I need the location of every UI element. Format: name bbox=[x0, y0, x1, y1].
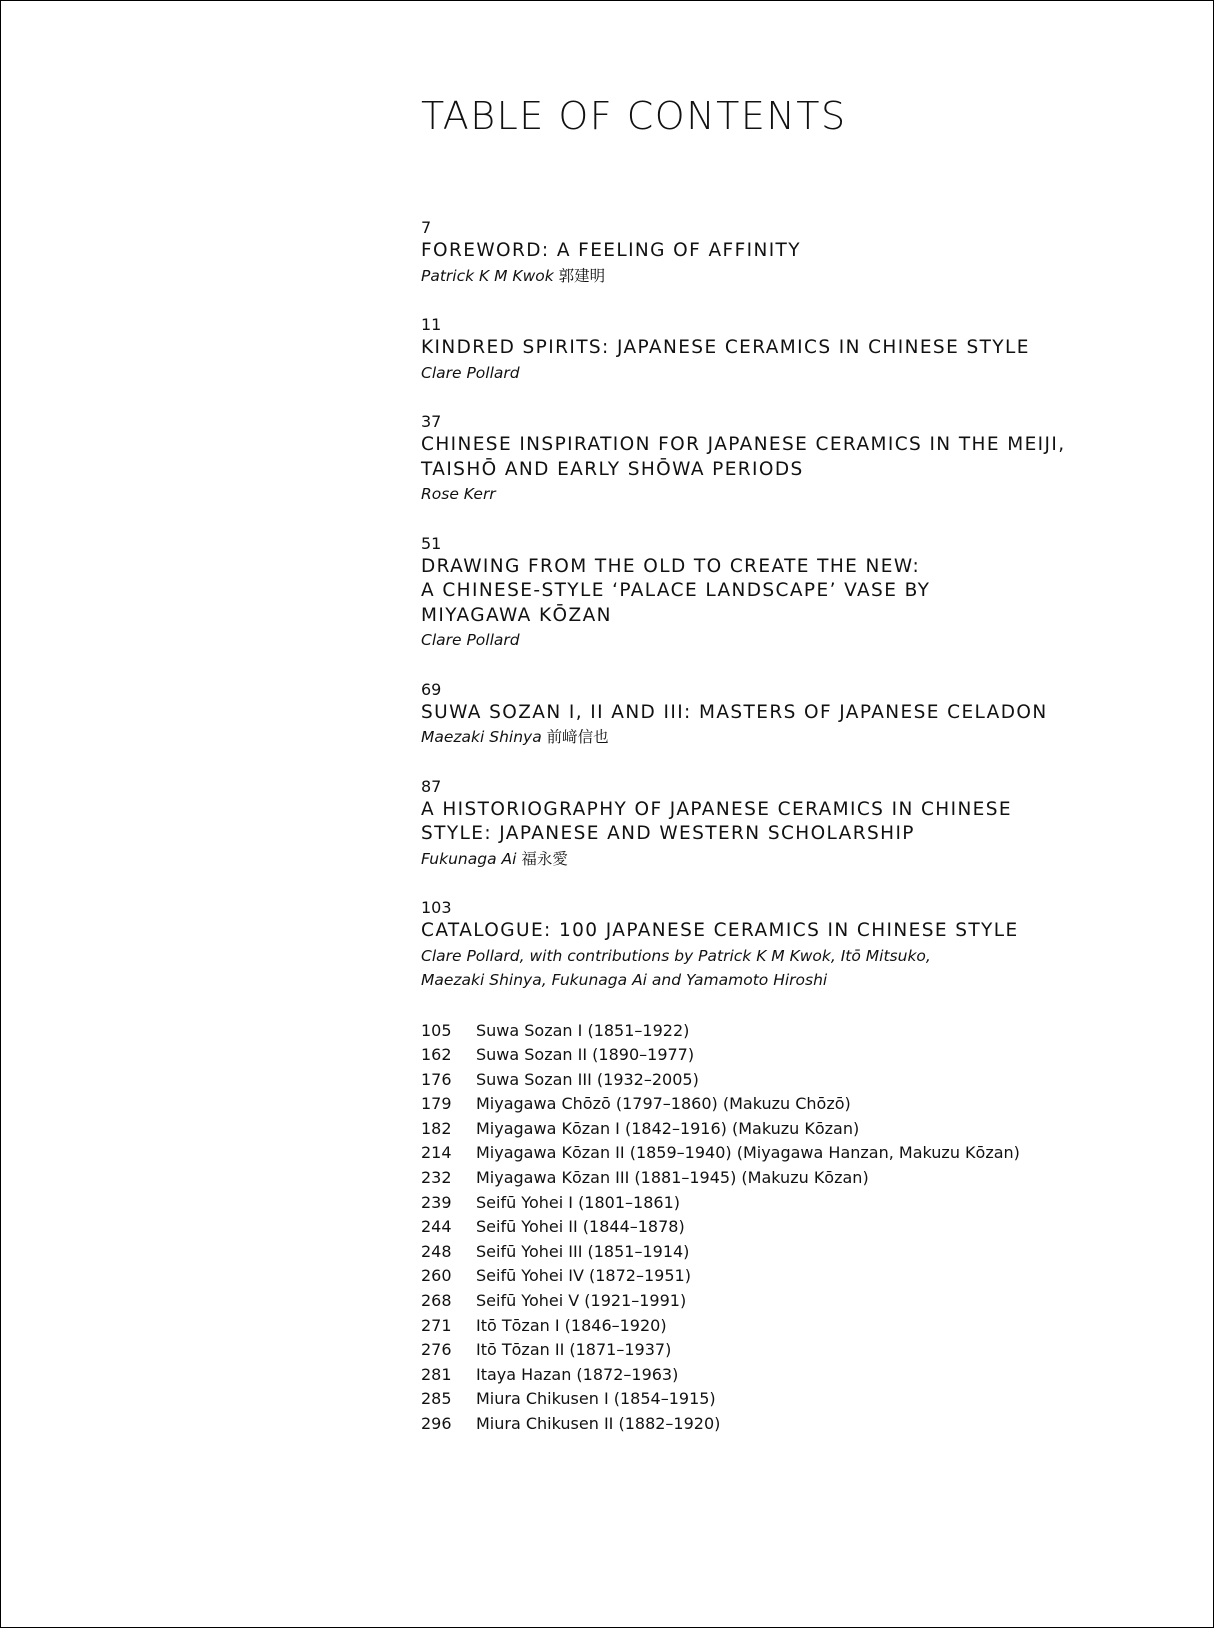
toc-entry-page-number: 51 bbox=[421, 533, 442, 553]
toc-entry-title-line: DRAWING FROM THE OLD TO CREATE THE NEW: bbox=[421, 555, 921, 577]
artist-page-number: 271 bbox=[421, 1315, 452, 1335]
table-of-contents bbox=[421, 93, 1161, 1437]
toc-entry-author-line bbox=[421, 725, 1161, 750]
author-name: Rose Kerr bbox=[421, 485, 496, 503]
author-name: Clare Pollard, with contributions by Patrick K M Kwok, Itō Mitsuko, bbox=[421, 946, 931, 965]
artist-page-number: 276 bbox=[421, 1340, 452, 1360]
author-name-cjk: 福永愛 bbox=[521, 849, 568, 868]
toc-entry[interactable] bbox=[421, 217, 1161, 288]
artist-page-number: 260 bbox=[421, 1266, 452, 1286]
author-name-cjk: 郭建明 bbox=[558, 266, 606, 285]
toc-entry[interactable] bbox=[421, 533, 1161, 653]
toc-entry-title bbox=[421, 919, 1161, 944]
artist-page-number: 248 bbox=[421, 1241, 452, 1261]
toc-entry-title-line: MIYAGAWA KŌZAN bbox=[421, 604, 612, 626]
artist-page-number: 179 bbox=[421, 1094, 452, 1114]
toc-entry-title-line: FOREWORD: A FEELING OF AFFINITY bbox=[421, 240, 801, 261]
toc-entry-author bbox=[421, 944, 1161, 993]
artist-page-number: 239 bbox=[421, 1192, 452, 1212]
artist-name: Itō Tōzan I (1846–1920) bbox=[476, 1315, 667, 1335]
toc-entry-author-line bbox=[421, 482, 1161, 507]
artist-row[interactable] bbox=[421, 1240, 1161, 1265]
toc-entry-title-line: STYLE: JAPANESE AND WESTERN SCHOLARSHIP bbox=[421, 823, 915, 844]
toc-entry-author-line bbox=[421, 628, 1161, 653]
artist-name: Miyagawa Kōzan III (1881–1945) (Makuzu Kōzan) bbox=[476, 1168, 869, 1188]
artist-page-number: 232 bbox=[421, 1168, 452, 1188]
artist-name: Miura Chikusen I (1854–1915) bbox=[476, 1389, 716, 1409]
toc-entry-author bbox=[421, 361, 1161, 386]
author-name: Fukunaga Ai bbox=[421, 849, 517, 868]
artist-row[interactable] bbox=[421, 1019, 1161, 1044]
toc-entry-title bbox=[421, 555, 1161, 629]
artist-name: Seifū Yohei II (1844–1878) bbox=[476, 1217, 685, 1237]
artist-name: Miyagawa Kōzan II (1859–1940) (Miyagawa Hanzan, Makuzu Kōzan) bbox=[476, 1143, 1020, 1163]
artist-page-number: 176 bbox=[421, 1069, 452, 1089]
toc-entry-title-line: SUWA SOZAN I, II AND III: MASTERS OF JAPANESE CELADON bbox=[421, 701, 1048, 723]
toc-entry-author bbox=[421, 628, 1161, 653]
toc-entry[interactable] bbox=[421, 776, 1161, 872]
artist-row[interactable] bbox=[421, 1338, 1161, 1363]
toc-entry-page-number: 37 bbox=[421, 412, 442, 431]
artist-row[interactable] bbox=[421, 1387, 1161, 1412]
author-name: Clare Pollard bbox=[421, 363, 520, 382]
toc-entry-title bbox=[421, 701, 1161, 726]
artist-row[interactable] bbox=[421, 1092, 1161, 1117]
toc-entry-title-line: CHINESE INSPIRATION FOR JAPANESE CERAMICS IN THE MEIJI, bbox=[421, 434, 1066, 455]
toc-entry-title bbox=[421, 433, 1161, 482]
toc-entry-page-number: 87 bbox=[421, 776, 442, 796]
artist-name: Seifū Yohei III (1851–1914) bbox=[476, 1241, 690, 1261]
artist-row[interactable] bbox=[421, 1289, 1161, 1314]
artist-page-number: 214 bbox=[421, 1143, 452, 1163]
toc-entry-author-line bbox=[421, 968, 1161, 993]
author-name: Maezaki Shinya bbox=[421, 728, 542, 746]
toc-sections bbox=[421, 217, 1161, 993]
author-name: Maezaki Shinya, Fukunaga Ai and Yamamoto Hiroshi bbox=[421, 971, 828, 989]
toc-entry-author bbox=[421, 264, 1161, 289]
toc-entry-author bbox=[421, 482, 1161, 507]
toc-entry-title-line: KINDRED SPIRITS: JAPANESE CERAMICS IN CHINESE STYLE bbox=[421, 337, 1030, 358]
artist-page-number: 105 bbox=[421, 1020, 452, 1040]
artist-name: Suwa Sozan II (1890–1977) bbox=[476, 1045, 695, 1065]
toc-entry-title bbox=[421, 239, 1161, 264]
artist-row[interactable] bbox=[421, 1141, 1161, 1166]
toc-entry-page-number: 7 bbox=[421, 218, 432, 237]
artist-name: Miura Chikusen II (1882–1920) bbox=[476, 1414, 721, 1433]
artist-page-number: 182 bbox=[421, 1118, 452, 1138]
artist-row[interactable] bbox=[421, 1363, 1161, 1388]
artist-page-number: 268 bbox=[421, 1291, 452, 1311]
artist-page-number: 162 bbox=[421, 1045, 452, 1065]
toc-entry[interactable] bbox=[421, 897, 1161, 993]
toc-entry-title-line: CATALOGUE: 100 JAPANESE CERAMICS IN CHINESE STYLE bbox=[421, 920, 1019, 941]
author-name-cjk: 前﨑信也 bbox=[546, 728, 609, 746]
toc-entry-author bbox=[421, 725, 1161, 750]
artist-row[interactable] bbox=[421, 1043, 1161, 1068]
author-name: Clare Pollard bbox=[421, 631, 520, 649]
toc-entry-title bbox=[421, 336, 1161, 361]
artist-row[interactable] bbox=[421, 1166, 1161, 1191]
toc-entry-title bbox=[421, 798, 1161, 847]
toc-entry[interactable] bbox=[421, 679, 1161, 750]
toc-entry-title-line: TAISHŌ AND EARLY SHŌWA PERIODS bbox=[421, 458, 804, 480]
artist-row[interactable] bbox=[421, 1215, 1161, 1240]
artist-row[interactable] bbox=[421, 1314, 1161, 1339]
artist-row[interactable] bbox=[421, 1117, 1161, 1142]
toc-entry-author-line bbox=[421, 361, 1161, 386]
artist-row[interactable] bbox=[421, 1412, 1161, 1437]
artist-name: Seifū Yohei I (1801–1861) bbox=[476, 1192, 680, 1212]
toc-entry-author-line bbox=[421, 944, 1161, 969]
artist-page-number: 244 bbox=[421, 1217, 452, 1237]
author-name: Patrick K M Kwok bbox=[421, 266, 554, 285]
artist-name: Miyagawa Chōzō (1797–1860) (Makuzu Chōzō) bbox=[476, 1094, 851, 1114]
artist-page-number: 281 bbox=[421, 1364, 452, 1384]
toc-entry-page-number: 69 bbox=[421, 679, 442, 699]
artist-row[interactable] bbox=[421, 1191, 1161, 1216]
toc-entry-author bbox=[421, 847, 1161, 872]
toc-entry[interactable] bbox=[421, 314, 1161, 385]
artist-name: Itō Tōzan II (1871–1937) bbox=[476, 1340, 672, 1360]
toc-entry-page-number: 103 bbox=[421, 898, 452, 917]
artist-page-number: 285 bbox=[421, 1389, 452, 1409]
artist-name: Itaya Hazan (1872–1963) bbox=[476, 1364, 679, 1384]
artist-name: Suwa Sozan III (1932–2005) bbox=[476, 1069, 699, 1089]
artist-row[interactable] bbox=[421, 1264, 1161, 1289]
artist-name: Suwa Sozan I (1851–1922) bbox=[476, 1020, 690, 1040]
toc-entry-title-line: A HISTORIOGRAPHY OF JAPANESE CERAMICS IN CHINESE bbox=[421, 798, 1013, 820]
artist-name: Seifū Yohei IV (1872–1951) bbox=[476, 1266, 691, 1286]
artist-row[interactable] bbox=[421, 1068, 1161, 1093]
page-title: TABLE OF CONTENTS bbox=[421, 94, 847, 138]
artist-page-number: 296 bbox=[421, 1414, 452, 1433]
toc-entry-author-line bbox=[421, 264, 1161, 289]
toc-entry-page-number: 11 bbox=[421, 315, 442, 334]
artist-name: Miyagawa Kōzan I (1842–1916) (Makuzu Kōzan) bbox=[476, 1118, 860, 1138]
toc-entry[interactable] bbox=[421, 411, 1161, 507]
toc-entry-title-line: A CHINESE-STYLE ‘PALACE LANDSCAPE’ VASE BY bbox=[421, 580, 931, 601]
artist-name: Seifū Yohei V (1921–1991) bbox=[476, 1291, 687, 1311]
toc-entry-author-line bbox=[421, 847, 1161, 872]
artist-list bbox=[421, 1019, 1161, 1437]
